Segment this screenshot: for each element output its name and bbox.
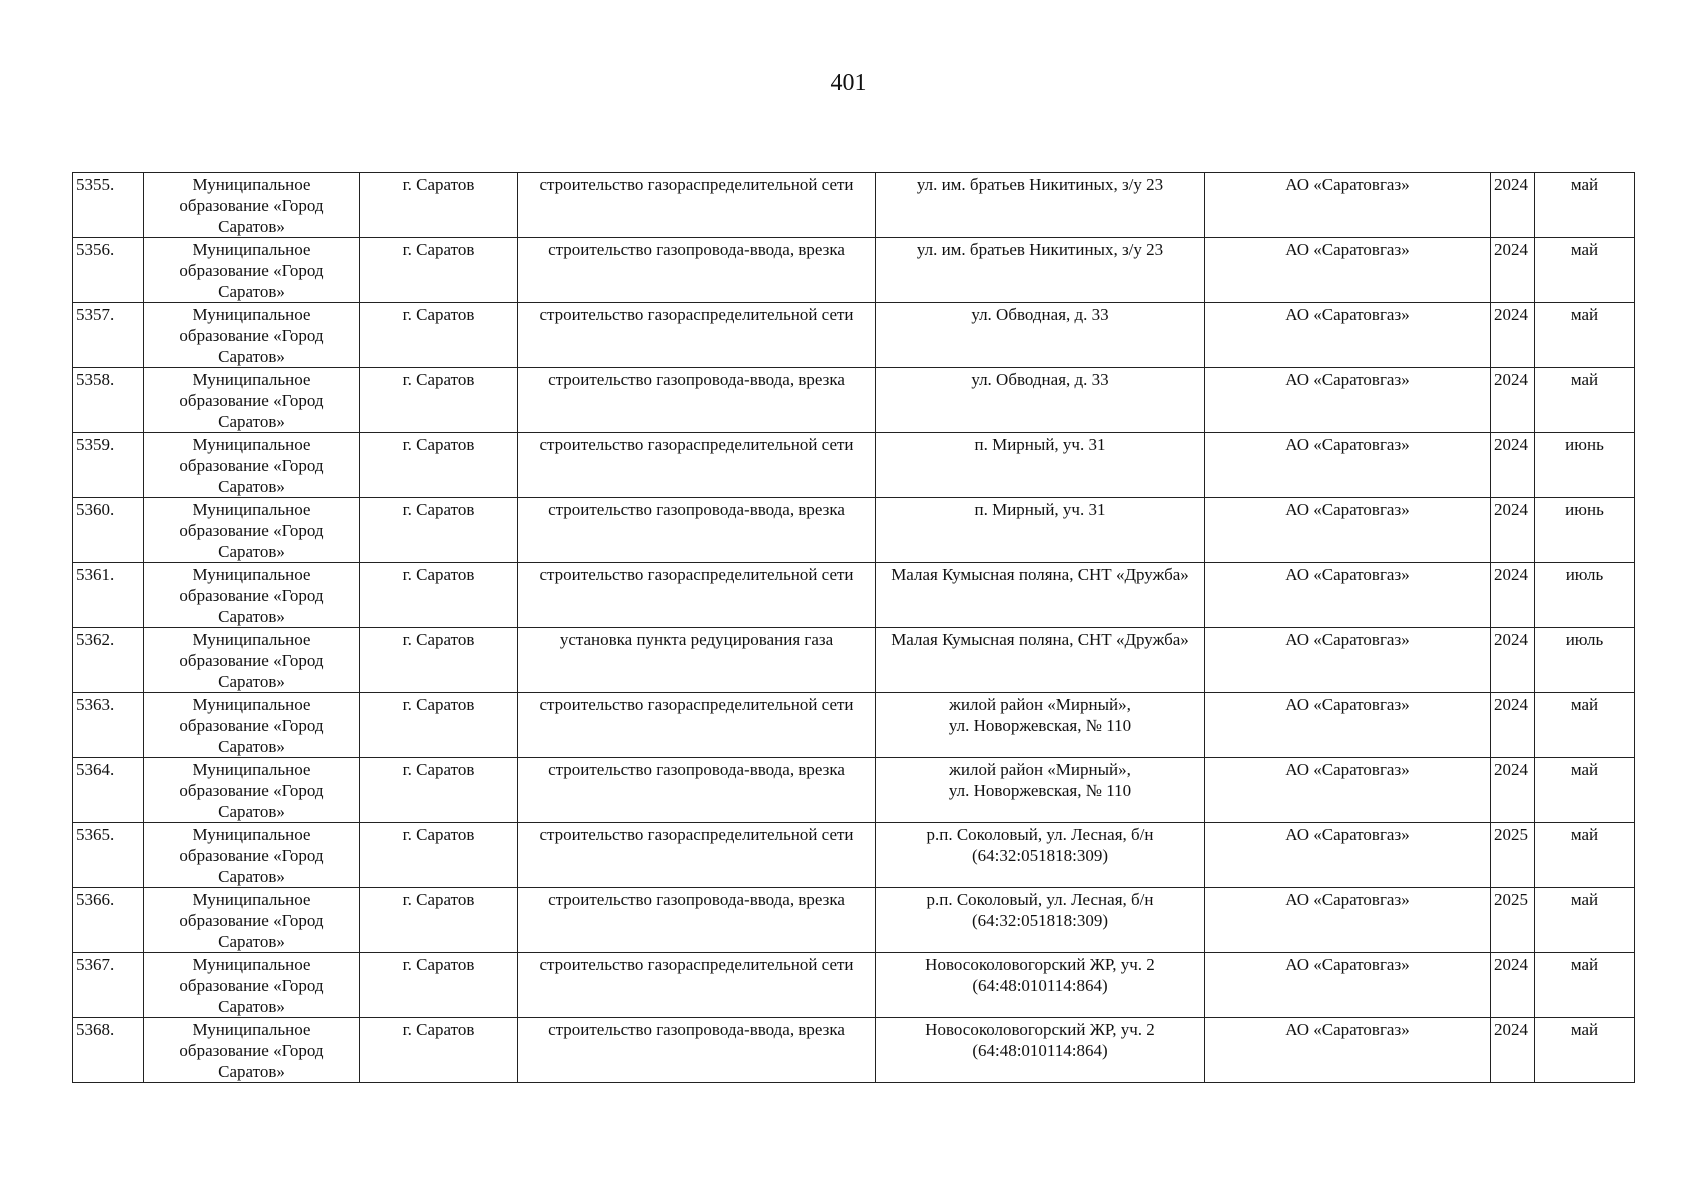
city-cell: г. Саратов — [360, 628, 518, 693]
address-line: р.п. Соколовый, ул. Лесная, б/н — [926, 825, 1154, 844]
month-cell: июль — [1535, 628, 1635, 693]
month-cell: июнь — [1535, 433, 1635, 498]
address-line: Новосоколовогорский ЖР, уч. 2 — [925, 955, 1155, 974]
year-cell: 2024 — [1491, 498, 1535, 563]
month-cell: май — [1535, 823, 1635, 888]
table-row — [73, 498, 1635, 563]
organization-cell: АО «Саратовгаз» — [1205, 823, 1491, 888]
organization-cell: АО «Саратовгаз» — [1205, 238, 1491, 303]
organization-cell: АО «Саратовгаз» — [1205, 368, 1491, 433]
year-cell: 2024 — [1491, 173, 1535, 238]
month-cell: июль — [1535, 563, 1635, 628]
row-number-cell: 5361. — [73, 563, 144, 628]
address-line: ул. Обводная, д. 33 — [971, 305, 1109, 324]
city-cell: г. Саратов — [360, 238, 518, 303]
work-type-cell: строительство газораспределительной сети — [518, 953, 876, 1018]
address-line: п. Мирный, уч. 31 — [974, 500, 1106, 519]
city-cell: г. Саратов — [360, 823, 518, 888]
table-row — [73, 368, 1635, 433]
address-line: ул. Обводная, д. 33 — [971, 370, 1109, 389]
table-row — [73, 563, 1635, 628]
work-type-cell: строительство газопровода-ввода, врезка — [518, 498, 876, 563]
address-cell — [876, 303, 1205, 368]
month-cell: май — [1535, 368, 1635, 433]
work-type-cell: строительство газораспределительной сети — [518, 433, 876, 498]
municipality-cell: Муниципальное образование «Город Саратов» — [144, 433, 360, 498]
address-line: Новосоколовогорский ЖР, уч. 2 — [925, 1020, 1155, 1039]
municipality-cell: Муниципальное образование «Город Саратов» — [144, 303, 360, 368]
table-row — [73, 173, 1635, 238]
month-cell: май — [1535, 758, 1635, 823]
year-cell: 2024 — [1491, 953, 1535, 1018]
year-cell: 2024 — [1491, 1018, 1535, 1083]
address-cell — [876, 693, 1205, 758]
city-cell: г. Саратов — [360, 693, 518, 758]
year-cell: 2025 — [1491, 888, 1535, 953]
gas-works-table — [72, 172, 1635, 1083]
work-type-cell: строительство газопровода-ввода, врезка — [518, 1018, 876, 1083]
address-cell — [876, 498, 1205, 563]
organization-cell: АО «Саратовгаз» — [1205, 693, 1491, 758]
table-body — [73, 173, 1635, 1083]
organization-cell: АО «Саратовгаз» — [1205, 628, 1491, 693]
month-cell: май — [1535, 953, 1635, 1018]
table-row — [73, 433, 1635, 498]
organization-cell: АО «Саратовгаз» — [1205, 433, 1491, 498]
address-cell — [876, 758, 1205, 823]
month-cell: июнь — [1535, 498, 1635, 563]
address-line: жилой район «Мирный», — [949, 760, 1131, 779]
city-cell: г. Саратов — [360, 498, 518, 563]
month-cell: май — [1535, 1018, 1635, 1083]
address-line: ул. им. братьев Никитиных, з/у 23 — [916, 240, 1164, 259]
row-number-cell: 5364. — [73, 758, 144, 823]
month-cell: май — [1535, 238, 1635, 303]
month-cell: май — [1535, 693, 1635, 758]
organization-cell: АО «Саратовгаз» — [1205, 303, 1491, 368]
month-cell: май — [1535, 888, 1635, 953]
address-cell — [876, 238, 1205, 303]
year-cell: 2024 — [1491, 758, 1535, 823]
table-row — [73, 823, 1635, 888]
address-cell — [876, 888, 1205, 953]
year-cell: 2024 — [1491, 303, 1535, 368]
municipality-cell: Муниципальное образование «Город Саратов» — [144, 1018, 360, 1083]
address-line: ул. Новоржевская, № 110 — [948, 716, 1132, 735]
municipality-cell: Муниципальное образование «Город Саратов» — [144, 953, 360, 1018]
city-cell: г. Саратов — [360, 888, 518, 953]
organization-cell: АО «Саратовгаз» — [1205, 498, 1491, 563]
address-line: ул. Новоржевская, № 110 — [948, 781, 1132, 800]
municipality-cell: Муниципальное образование «Город Саратов» — [144, 628, 360, 693]
address-line: жилой район «Мирный», — [949, 695, 1131, 714]
month-cell: май — [1535, 303, 1635, 368]
row-number-cell: 5363. — [73, 693, 144, 758]
municipality-cell: Муниципальное образование «Город Саратов» — [144, 368, 360, 433]
row-number-cell: 5360. — [73, 498, 144, 563]
table-row — [73, 303, 1635, 368]
table-row — [73, 693, 1635, 758]
address-line: р.п. Соколовый, ул. Лесная, б/н — [926, 890, 1154, 909]
organization-cell: АО «Саратовгаз» — [1205, 563, 1491, 628]
municipality-cell: Муниципальное образование «Город Саратов» — [144, 498, 360, 563]
work-type-cell: строительство газораспределительной сети — [518, 173, 876, 238]
address-cell — [876, 563, 1205, 628]
row-number-cell: 5359. — [73, 433, 144, 498]
address-cell — [876, 433, 1205, 498]
work-type-cell: строительство газораспределительной сети — [518, 563, 876, 628]
organization-cell: АО «Саратовгаз» — [1205, 758, 1491, 823]
address-cell — [876, 953, 1205, 1018]
address-line: Малая Кумысная поляна, СНТ «Дружба» — [891, 565, 1189, 584]
address-line: (64:32:051818:309) — [972, 911, 1108, 930]
row-number-cell: 5366. — [73, 888, 144, 953]
year-cell: 2024 — [1491, 368, 1535, 433]
address-cell — [876, 628, 1205, 693]
year-cell: 2024 — [1491, 563, 1535, 628]
address-cell — [876, 823, 1205, 888]
city-cell: г. Саратов — [360, 563, 518, 628]
address-line: Малая Кумысная поляна, СНТ «Дружба» — [891, 630, 1189, 649]
organization-cell: АО «Саратовгаз» — [1205, 1018, 1491, 1083]
year-cell: 2024 — [1491, 433, 1535, 498]
table-row — [73, 628, 1635, 693]
organization-cell: АО «Саратовгаз» — [1205, 888, 1491, 953]
page-number: 401 — [830, 70, 867, 96]
city-cell: г. Саратов — [360, 1018, 518, 1083]
municipality-cell: Муниципальное образование «Город Саратов» — [144, 693, 360, 758]
row-number-cell: 5365. — [73, 823, 144, 888]
row-number-cell: 5367. — [73, 953, 144, 1018]
city-cell: г. Саратов — [360, 953, 518, 1018]
row-number-cell: 5356. — [73, 238, 144, 303]
table-row — [73, 238, 1635, 303]
row-number-cell: 5357. — [73, 303, 144, 368]
year-cell: 2024 — [1491, 693, 1535, 758]
municipality-cell: Муниципальное образование «Город Саратов» — [144, 823, 360, 888]
row-number-cell: 5358. — [73, 368, 144, 433]
work-type-cell: установка пункта редуцирования газа — [518, 628, 876, 693]
year-cell: 2025 — [1491, 823, 1535, 888]
table-row — [73, 888, 1635, 953]
year-cell: 2024 — [1491, 628, 1535, 693]
address-cell — [876, 368, 1205, 433]
work-type-cell: строительство газораспределительной сети — [518, 303, 876, 368]
month-cell: май — [1535, 173, 1635, 238]
row-number-cell: 5362. — [73, 628, 144, 693]
address-cell — [876, 1018, 1205, 1083]
table-row — [73, 953, 1635, 1018]
municipality-cell: Муниципальное образование «Город Саратов» — [144, 758, 360, 823]
address-line: п. Мирный, уч. 31 — [974, 435, 1106, 454]
address-line: (64:48:010114:864) — [972, 1041, 1108, 1060]
municipality-cell: Муниципальное образование «Город Саратов» — [144, 888, 360, 953]
year-cell: 2024 — [1491, 238, 1535, 303]
work-type-cell: строительство газопровода-ввода, врезка — [518, 758, 876, 823]
organization-cell: АО «Саратовгаз» — [1205, 953, 1491, 1018]
address-line: ул. им. братьев Никитиных, з/у 23 — [916, 175, 1164, 194]
organization-cell: АО «Саратовгаз» — [1205, 173, 1491, 238]
municipality-cell: Муниципальное образование «Город Саратов» — [144, 563, 360, 628]
address-line: (64:48:010114:864) — [972, 976, 1108, 995]
work-type-cell: строительство газопровода-ввода, врезка — [518, 888, 876, 953]
row-number-cell: 5368. — [73, 1018, 144, 1083]
municipality-cell: Муниципальное образование «Город Саратов» — [144, 173, 360, 238]
work-type-cell: строительство газораспределительной сети — [518, 823, 876, 888]
municipality-cell: Муниципальное образование «Город Саратов» — [144, 238, 360, 303]
work-type-cell: строительство газораспределительной сети — [518, 693, 876, 758]
work-type-cell: строительство газопровода-ввода, врезка — [518, 238, 876, 303]
city-cell: г. Саратов — [360, 758, 518, 823]
address-cell — [876, 173, 1205, 238]
row-number-cell: 5355. — [73, 173, 144, 238]
work-type-cell: строительство газопровода-ввода, врезка — [518, 368, 876, 433]
city-cell: г. Саратов — [360, 303, 518, 368]
table-row — [73, 758, 1635, 823]
city-cell: г. Саратов — [360, 368, 518, 433]
city-cell: г. Саратов — [360, 173, 518, 238]
address-line: (64:32:051818:309) — [972, 846, 1108, 865]
city-cell: г. Саратов — [360, 433, 518, 498]
table-row — [73, 1018, 1635, 1083]
